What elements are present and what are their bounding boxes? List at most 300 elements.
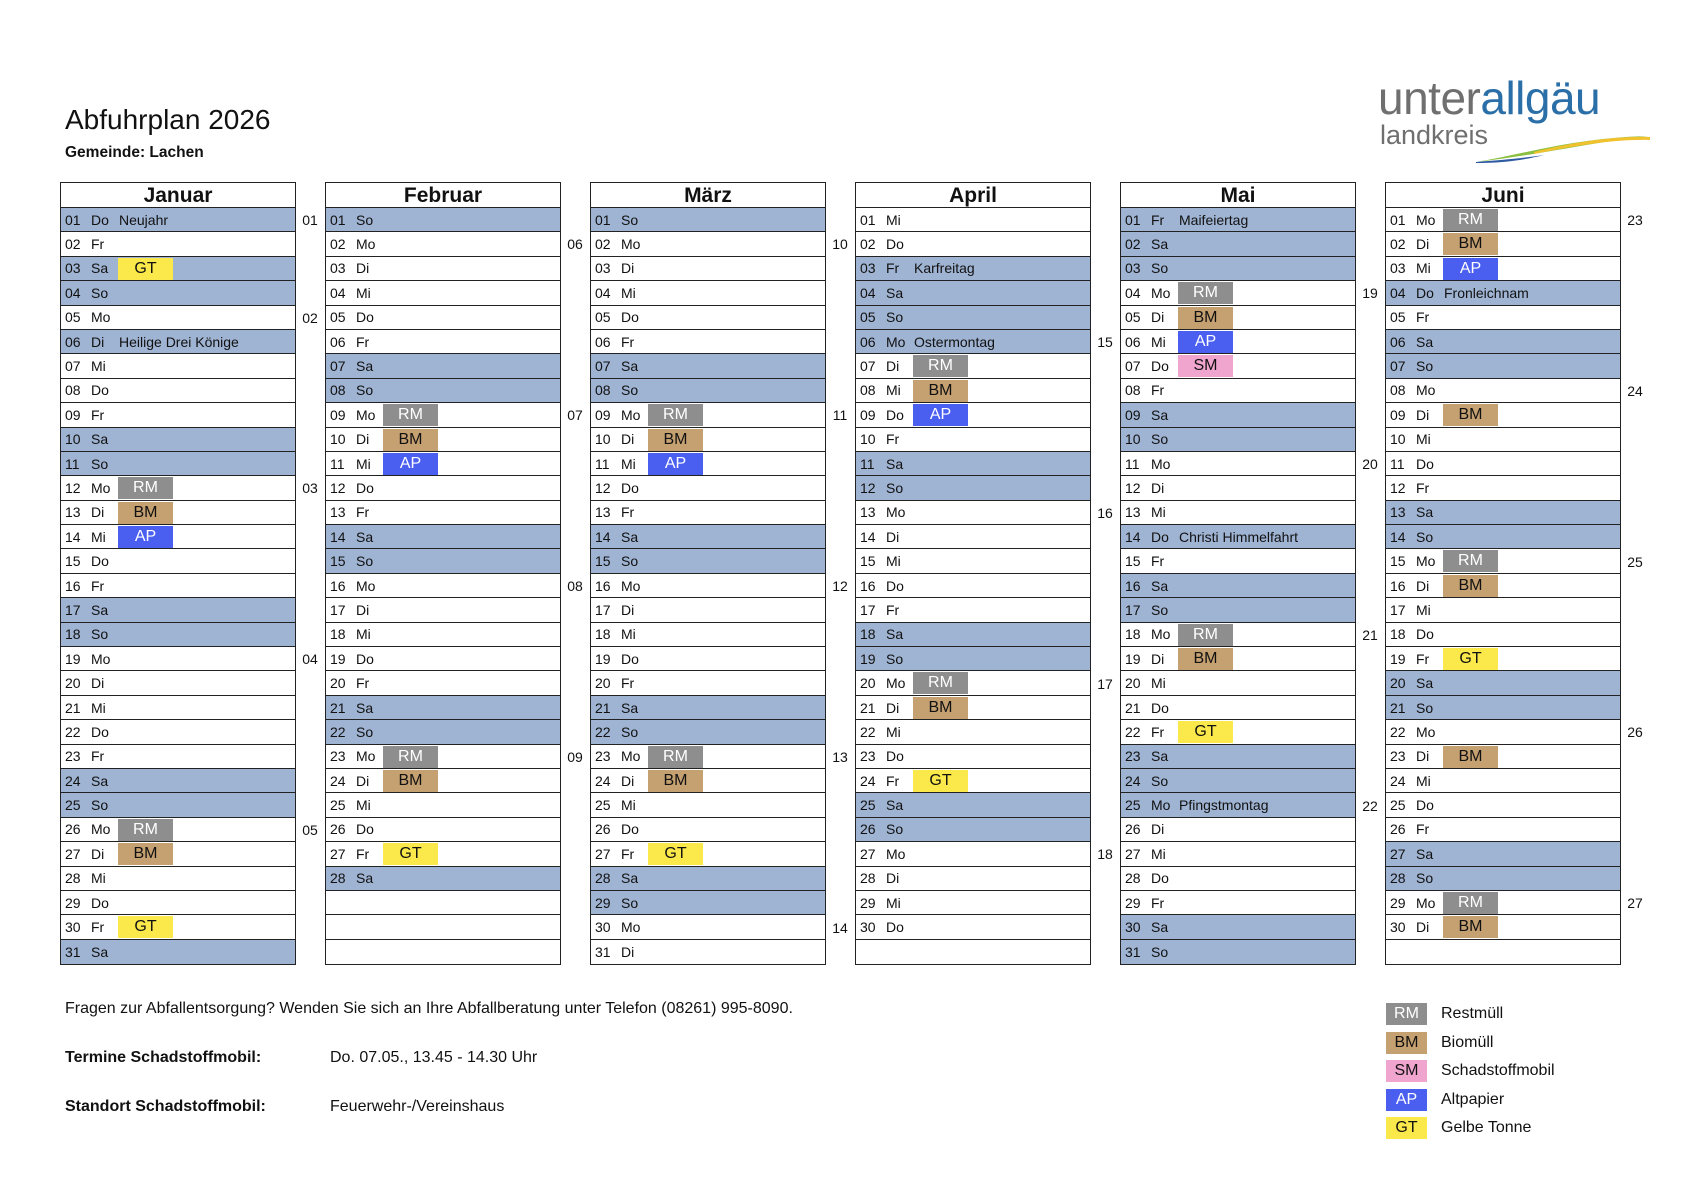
- weekday: Fr: [886, 260, 900, 277]
- weekday: Mi: [886, 894, 901, 911]
- pickup-badge-bm: BM: [118, 502, 173, 524]
- weekday: Mo: [91, 309, 111, 326]
- day-number: 03: [595, 260, 611, 277]
- day-row: [856, 306, 1090, 330]
- day-number: 17: [1125, 601, 1141, 618]
- weekday: Do: [91, 894, 109, 911]
- day-number: 08: [860, 382, 876, 399]
- day-number: 12: [1125, 479, 1141, 496]
- day-row: [61, 720, 295, 744]
- day-row: [1121, 354, 1355, 378]
- day-row: [591, 867, 825, 891]
- weekday: Mi: [621, 455, 636, 472]
- weekday: Mi: [356, 455, 371, 472]
- weekday: Fr: [356, 333, 370, 350]
- pickup-badge-gt: GT: [383, 843, 438, 865]
- weekday: Sa: [621, 699, 639, 716]
- day-row: [1386, 257, 1620, 281]
- day-row: [1386, 623, 1620, 647]
- day-number: 23: [330, 748, 346, 765]
- weekday: Mo: [621, 577, 641, 594]
- week-number: 10: [832, 236, 848, 253]
- day-row: [1386, 598, 1620, 622]
- weekday: Mi: [621, 626, 636, 643]
- weekday: So: [1416, 528, 1434, 545]
- weekday: So: [1151, 601, 1169, 618]
- day-row: [61, 915, 295, 939]
- weekday: Sa: [356, 528, 374, 545]
- day-number: 26: [1125, 821, 1141, 838]
- day-number: 22: [1125, 723, 1141, 740]
- day-number: 30: [595, 919, 611, 936]
- day-row: [856, 354, 1090, 378]
- day-number: 05: [1390, 309, 1406, 326]
- legend-label: Altpapier: [1441, 1090, 1505, 1108]
- day-row: [856, 257, 1090, 281]
- day-row: [326, 330, 560, 354]
- legend-item-rm: [1386, 1000, 1555, 1029]
- day-row: [1386, 452, 1620, 476]
- day-number: 16: [1390, 577, 1406, 594]
- day-row: [591, 525, 825, 549]
- day-row: [591, 647, 825, 671]
- weekday: Mi: [886, 553, 901, 570]
- day-row: [591, 818, 825, 842]
- day-row: [1121, 452, 1355, 476]
- day-row: [1386, 428, 1620, 452]
- weekday: Mi: [356, 797, 371, 814]
- weekday: Do: [1416, 284, 1434, 301]
- day-row: [1386, 281, 1620, 305]
- weekday: So: [1416, 358, 1434, 375]
- day-row: [1386, 818, 1620, 842]
- day-row: [856, 915, 1090, 939]
- day-row: [326, 208, 560, 232]
- weekday: Do: [1416, 797, 1434, 814]
- day-number: 22: [65, 723, 81, 740]
- weekday: Di: [1151, 650, 1165, 667]
- pickup-badge-rm: RM: [1178, 624, 1233, 646]
- day-row: [856, 428, 1090, 452]
- weekday: Mi: [1151, 333, 1166, 350]
- day-number: 16: [330, 577, 346, 594]
- weekday: Mo: [91, 821, 111, 838]
- weekday: Do: [1151, 528, 1169, 545]
- weekday: So: [886, 479, 904, 496]
- day-number: 15: [330, 553, 346, 570]
- pickup-badge-gt: GT: [118, 258, 173, 280]
- day-number: 27: [65, 845, 81, 862]
- weekday: Di: [1151, 479, 1165, 496]
- day-number: 27: [595, 845, 611, 862]
- day-row: [326, 428, 560, 452]
- weekday: Do: [886, 748, 904, 765]
- day-number: 22: [595, 723, 611, 740]
- day-row: [326, 232, 560, 256]
- day-number: 13: [1125, 504, 1141, 521]
- day-number: 23: [595, 748, 611, 765]
- day-row: [326, 501, 560, 525]
- legend-badge: GT: [1386, 1117, 1427, 1139]
- pickup-badge-bm: BM: [1178, 307, 1233, 329]
- day-row: [61, 428, 295, 452]
- day-row: [1386, 891, 1620, 915]
- month-märz: [590, 182, 826, 965]
- day-row: [591, 574, 825, 598]
- weekday: Do: [1151, 358, 1169, 375]
- day-number: 13: [330, 504, 346, 521]
- day-row: [591, 428, 825, 452]
- weekday: So: [621, 553, 639, 570]
- legend-badge: BM: [1386, 1032, 1427, 1054]
- month-header: April: [855, 182, 1091, 207]
- weekday: Mi: [91, 699, 106, 716]
- day-row: [326, 793, 560, 817]
- day-number: 19: [1125, 650, 1141, 667]
- weekday: Do: [886, 406, 904, 423]
- weekday: Mo: [621, 748, 641, 765]
- day-row: [591, 940, 825, 964]
- day-row: [1121, 915, 1355, 939]
- day-number: 27: [1125, 845, 1141, 862]
- day-number: 13: [1390, 504, 1406, 521]
- day-row: [591, 891, 825, 915]
- day-row: [61, 525, 295, 549]
- day-number: 07: [65, 358, 81, 375]
- weekday: Do: [886, 919, 904, 936]
- footer-question: Fragen zur Abfallentsorgung? Wenden Sie sich an Ihre Abfallberatung unter Telefon (08261) 995-8090.: [65, 1000, 793, 1017]
- day-number: 02: [65, 236, 81, 253]
- weekday: Sa: [886, 626, 904, 643]
- day-number: 07: [1390, 358, 1406, 375]
- day-list: [60, 207, 296, 965]
- day-row: [591, 793, 825, 817]
- weekday: Do: [1151, 699, 1169, 716]
- holiday-name: Ostermontag: [914, 333, 995, 350]
- weekday: Di: [1151, 821, 1165, 838]
- day-row: [326, 549, 560, 573]
- day-row: [326, 403, 560, 427]
- day-number: 21: [595, 699, 611, 716]
- day-row: [326, 915, 560, 939]
- day-number: 08: [595, 382, 611, 399]
- day-number: 04: [595, 284, 611, 301]
- pickup-badge-rm: RM: [1443, 209, 1498, 231]
- day-number: 28: [65, 870, 81, 887]
- day-number: 30: [65, 919, 81, 936]
- day-row: [591, 452, 825, 476]
- day-number: 15: [65, 553, 81, 570]
- weekday: So: [91, 797, 109, 814]
- weekday: So: [356, 382, 374, 399]
- weekday: So: [91, 626, 109, 643]
- day-number: 08: [1125, 382, 1141, 399]
- day-number: 06: [1125, 333, 1141, 350]
- day-row: [1386, 549, 1620, 573]
- weekday: So: [356, 211, 374, 228]
- weekday: Do: [621, 650, 639, 667]
- day-number: 26: [595, 821, 611, 838]
- week-number: 04: [302, 651, 318, 668]
- pickup-badge-bm: BM: [648, 429, 703, 451]
- weekday: Mo: [1151, 797, 1171, 814]
- weekday: Sa: [1416, 504, 1434, 521]
- pickup-badge-rm: RM: [118, 477, 173, 499]
- day-number: 20: [1390, 675, 1406, 692]
- pickup-badge-gt: GT: [913, 770, 968, 792]
- day-row: [61, 330, 295, 354]
- weekday: Mi: [1151, 845, 1166, 862]
- week-number: 22: [1362, 797, 1378, 814]
- weekday: Mi: [886, 382, 901, 399]
- day-number: 28: [1390, 870, 1406, 887]
- day-row: [856, 891, 1090, 915]
- day-number: 23: [65, 748, 81, 765]
- weekday: Di: [1416, 748, 1430, 765]
- day-row: [1121, 476, 1355, 500]
- day-row: [326, 281, 560, 305]
- day-number: 15: [860, 553, 876, 570]
- month-header: Januar: [60, 182, 296, 207]
- weekday: Mi: [886, 723, 901, 740]
- day-number: 30: [1390, 919, 1406, 936]
- day-row: [856, 574, 1090, 598]
- week-number: 09: [567, 748, 583, 765]
- day-number: 04: [1125, 284, 1141, 301]
- month-februar: [325, 182, 561, 965]
- day-number: 18: [1390, 626, 1406, 643]
- day-number: 04: [330, 284, 346, 301]
- day-number: 12: [595, 479, 611, 496]
- weekday: Di: [886, 870, 900, 887]
- week-number: 19: [1362, 285, 1378, 302]
- day-row: [61, 354, 295, 378]
- day-number: 15: [1390, 553, 1406, 570]
- day-row: [1121, 793, 1355, 817]
- day-number: 10: [1125, 431, 1141, 448]
- day-row: [856, 598, 1090, 622]
- day-row: [591, 842, 825, 866]
- pickup-badge-ap: AP: [1443, 258, 1498, 280]
- day-row: [61, 842, 295, 866]
- day-number: 12: [330, 479, 346, 496]
- day-number: 11: [330, 455, 345, 472]
- day-number: 09: [65, 406, 81, 423]
- day-row: [61, 208, 295, 232]
- day-row: [326, 940, 560, 964]
- day-row: [856, 745, 1090, 769]
- day-row: [1386, 403, 1620, 427]
- day-number: 10: [1390, 431, 1406, 448]
- day-row: [856, 867, 1090, 891]
- day-row: [1121, 257, 1355, 281]
- weekday: Di: [621, 943, 635, 960]
- weekday: Di: [621, 260, 635, 277]
- day-row: [61, 671, 295, 695]
- legend-label: Schadstoffmobil: [1441, 1062, 1555, 1080]
- weekday: Fr: [1151, 723, 1165, 740]
- day-row: [1386, 208, 1620, 232]
- day-number: 01: [860, 211, 876, 228]
- day-number: 01: [330, 211, 346, 228]
- legend-badge: SM: [1386, 1060, 1427, 1082]
- day-row: [856, 476, 1090, 500]
- day-number: 12: [1390, 479, 1406, 496]
- week-number: 23: [1627, 212, 1643, 228]
- day-row: [856, 379, 1090, 403]
- day-row: [591, 720, 825, 744]
- day-row: [591, 476, 825, 500]
- day-row: [1121, 818, 1355, 842]
- week-number: 21: [1362, 626, 1378, 643]
- day-number: 10: [330, 431, 346, 448]
- holiday-name: Heilige Drei Könige: [119, 333, 239, 350]
- day-number: 16: [860, 577, 876, 594]
- weekday: Do: [91, 382, 109, 399]
- weekday: Mo: [886, 675, 906, 692]
- day-number: 01: [595, 211, 611, 228]
- day-row: [856, 793, 1090, 817]
- weekday: Sa: [91, 431, 109, 448]
- weekday: Do: [621, 309, 639, 326]
- week-number: 05: [302, 822, 318, 838]
- weekday: Di: [621, 601, 635, 618]
- day-row: [1386, 501, 1620, 525]
- day-number: 08: [1390, 382, 1406, 399]
- day-number: 29: [65, 894, 81, 911]
- day-row: [61, 867, 295, 891]
- day-row: [326, 745, 560, 769]
- day-number: 18: [860, 626, 876, 643]
- day-number: 18: [595, 626, 611, 643]
- day-number: 11: [65, 455, 80, 472]
- day-row: [1386, 745, 1620, 769]
- day-row: [1386, 379, 1620, 403]
- weekday: Mo: [91, 650, 111, 667]
- weekday: Do: [1151, 870, 1169, 887]
- day-number: 10: [860, 431, 876, 448]
- day-number: 24: [1125, 772, 1141, 789]
- weekday: Mo: [1151, 455, 1171, 472]
- weekday: Fr: [621, 333, 635, 350]
- day-number: 19: [595, 650, 611, 667]
- weekday: So: [91, 455, 109, 472]
- month-header: März: [590, 182, 826, 207]
- day-row: [856, 232, 1090, 256]
- weekday: So: [621, 723, 639, 740]
- pickup-badge-rm: RM: [1178, 282, 1233, 304]
- day-row: [591, 915, 825, 939]
- day-row: [61, 501, 295, 525]
- day-number: 25: [860, 797, 876, 814]
- day-row: [591, 281, 825, 305]
- day-row: [1386, 574, 1620, 598]
- day-number: 27: [1390, 845, 1406, 862]
- day-row: [856, 330, 1090, 354]
- weekday: So: [356, 723, 374, 740]
- day-row: [856, 501, 1090, 525]
- day-row: [326, 525, 560, 549]
- weekday: Mi: [1151, 504, 1166, 521]
- day-row: [61, 476, 295, 500]
- day-row: [591, 598, 825, 622]
- day-row: [61, 940, 295, 964]
- weekday: So: [621, 894, 639, 911]
- day-row: [326, 647, 560, 671]
- page-subtitle: Gemeinde: Lachen: [65, 144, 204, 161]
- weekday: Do: [1416, 626, 1434, 643]
- day-number: 06: [1390, 333, 1406, 350]
- day-row: [1121, 696, 1355, 720]
- day-number: 05: [860, 309, 876, 326]
- day-number: 04: [860, 284, 876, 301]
- day-number: 12: [860, 479, 876, 496]
- day-row: [326, 720, 560, 744]
- day-number: 02: [1390, 236, 1406, 253]
- day-row: [1121, 281, 1355, 305]
- weekday: Sa: [1416, 845, 1434, 862]
- day-number: 26: [1390, 821, 1406, 838]
- pickup-badge-bm: BM: [1443, 233, 1498, 255]
- day-list: [1385, 207, 1621, 965]
- weekday: Di: [1151, 309, 1165, 326]
- day-number: 04: [1390, 284, 1406, 301]
- weekday: Mo: [356, 748, 376, 765]
- termine-value: Do. 07.05., 13.45 - 14.30 Uhr: [330, 1049, 538, 1066]
- day-row: [1386, 867, 1620, 891]
- day-number: 28: [330, 870, 346, 887]
- weekday: Fr: [621, 504, 635, 521]
- day-row: [326, 891, 560, 915]
- day-row: [326, 574, 560, 598]
- pickup-badge-bm: BM: [118, 843, 173, 865]
- day-row: [1121, 623, 1355, 647]
- day-number: 28: [1125, 870, 1141, 887]
- weekday: Do: [1416, 455, 1434, 472]
- weekday: So: [356, 553, 374, 570]
- day-row: [1121, 306, 1355, 330]
- day-row: [61, 769, 295, 793]
- weekday: Fr: [91, 236, 105, 253]
- standort-value: Feuerwehr-/Vereinshaus: [330, 1098, 505, 1115]
- day-row: [856, 623, 1090, 647]
- day-row: [591, 232, 825, 256]
- week-number: 11: [832, 407, 848, 424]
- day-row: [1386, 769, 1620, 793]
- weekday: Mi: [1416, 772, 1431, 789]
- week-number: 20: [1362, 456, 1378, 472]
- day-number: 02: [330, 236, 346, 253]
- day-row: [1121, 208, 1355, 232]
- pickup-badge-gt: GT: [1443, 648, 1498, 670]
- weekday: Di: [1416, 919, 1430, 936]
- pickup-badge-bm: BM: [1443, 404, 1498, 426]
- day-row: [61, 891, 295, 915]
- day-number: 11: [595, 455, 610, 472]
- day-number: 13: [65, 504, 81, 521]
- weekday: Sa: [1151, 236, 1169, 253]
- day-row: [591, 696, 825, 720]
- weekday: So: [886, 309, 904, 326]
- pickup-badge-sm: SM: [1178, 355, 1233, 377]
- weekday: Di: [91, 504, 105, 521]
- day-number: 15: [1125, 553, 1141, 570]
- day-number: 17: [1390, 601, 1406, 618]
- month-januar: [60, 182, 296, 965]
- week-number: 16: [1097, 504, 1113, 521]
- day-number: 23: [1390, 748, 1406, 765]
- weekday: Mo: [1416, 211, 1436, 228]
